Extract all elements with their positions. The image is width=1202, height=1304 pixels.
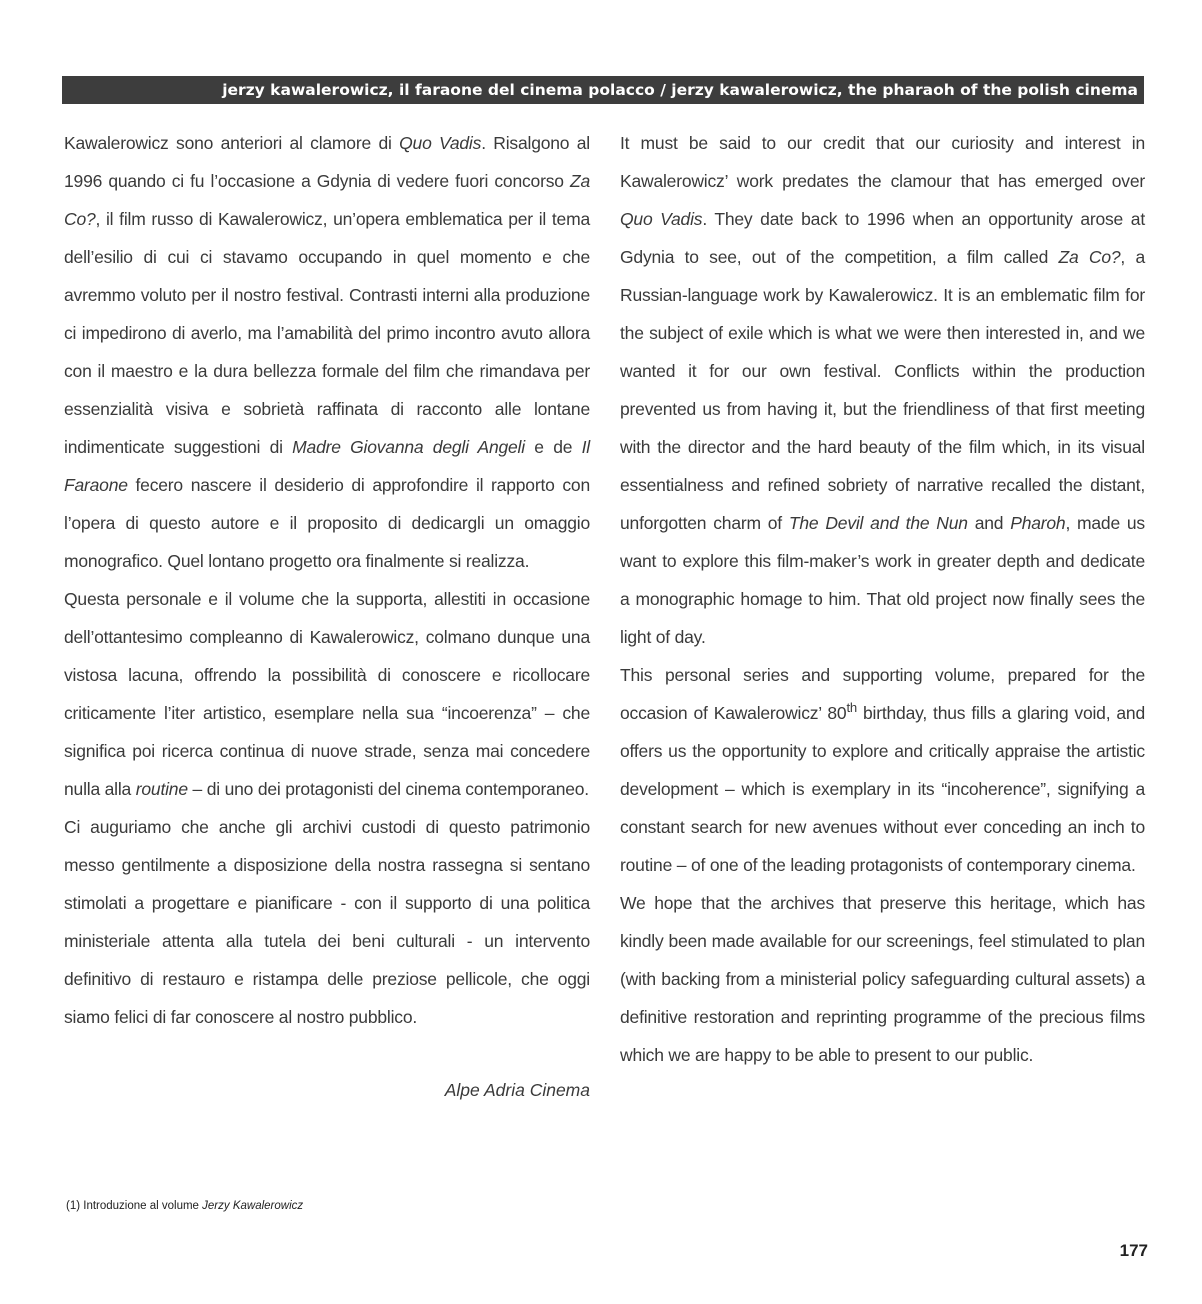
text-span: , a Russian-language work by Kawalerowicz. It is an emblematic film for the subject of exile which is what we were then interested in, and we wanted it for our own festival. Conflicts within the production prevented us from having it, but the friendliness of that first meeting with the director and the hard beauty of the film which, in its visual essentialness and refined sobriety of narrative recalled the distant, unforgotten charm of xyxy=(620,247,1145,533)
running-title: jerzy kawalerowicz, il faraone del cinema polacco / jerzy kawalerowicz, the pharaoh of the polish cinema xyxy=(222,81,1138,99)
text-span: . They date back to 1996 when an opportunity arose at Gdynia to see, out of the competition, a film called xyxy=(620,209,1145,267)
text-span: birthday, thus fills a glaring void, and offers us the opportunity to explore and critically appraise the artistic development – which is exemplary in its “incoherence”, signifying a constant search for new avenues without ever conceding an inch to routine – of one of the leading protagonists of contemporary cinema. xyxy=(620,703,1145,875)
text-span: Questa personale e il volume che la supporta, allestiti in occasione dell’ottantesimo compleanno di Kawalerowicz, colmano dunque una vistosa lacuna, offrendo la possibilità di conoscere e ricollocare criticamente l’iter artistico, esemplare nella sua “incoerenza” – che significa poi ricerca continua di nuove strade, senza mai concedere nulla alla xyxy=(64,589,590,799)
italian-paragraph-2 xyxy=(64,580,590,808)
italian-paragraph-1 xyxy=(64,124,590,580)
film-title: Pharoh xyxy=(1010,513,1066,533)
film-title: Za Co? xyxy=(1058,247,1121,267)
english-paragraph-2 xyxy=(620,656,1145,884)
text-span: fecero nascere il desiderio di approfondire il rapporto con l’opera di questo autore e il proposito di dedicargli un omaggio monografico. Quel lontano progetto ora finalmente si realizza. xyxy=(64,475,590,571)
film-title: Quo Vadis xyxy=(399,133,482,153)
film-title: Za Co? xyxy=(64,171,590,229)
text-span: Ci auguriamo che anche gli archivi custodi di questo patrimonio messo gentilmente a disposizione della nostra rassegna si sentano stimolati a progettare e pianificare - con il supporto di una politica ministeriale attenta alla tutela dei beni culturali - un intervento definitivo di restauro e ristampa delle preziose pellicole, che oggi siamo felici di far conoscere al nostro pubblico. xyxy=(64,817,590,1027)
text-span: and xyxy=(967,513,1011,533)
signature: Alpe Adria Cinema xyxy=(444,1080,590,1100)
page-number: 177 xyxy=(1119,1241,1148,1260)
film-title: The Devil and the Nun xyxy=(788,513,968,533)
text-span: It must be said to our credit that our curiosity and interest in Kawalerowicz’ work predates the clamour that has emerged over xyxy=(620,133,1145,191)
running-header xyxy=(62,76,1144,104)
film-title: Il Faraone xyxy=(64,437,590,495)
emphasis: routine xyxy=(135,779,188,799)
text-span: Kawalerowicz sono anteriori al clamore di xyxy=(64,133,400,153)
text-span: – di uno dei protagonisti del cinema contemporaneo. xyxy=(187,779,589,799)
text-span: This personal series and supporting volume, prepared for the occasion of Kawalerowicz’ 80 xyxy=(620,665,1145,723)
text-span: e de xyxy=(524,437,582,457)
film-title: Madre Giovanna degli Angeli xyxy=(292,437,525,457)
italian-paragraph-3 xyxy=(64,808,590,1036)
text-span: We hope that the archives that preserve this heritage, which has kindly been made available for our screenings, feel stimulated to plan (with backing from a ministerial policy safeguarding cultural assets) a definitive restoration and reprinting programme of the precious films which we are happy to be able to present to our public. xyxy=(620,893,1145,1065)
footnote xyxy=(66,1200,303,1212)
film-title: Quo Vadis xyxy=(620,209,703,229)
text-span: , made us want to explore this film-maker’s work in greater depth and dedicate a monographic homage to him. That old project now finally sees the light of day. xyxy=(620,513,1145,647)
footnote-title: Jerzy Kawalerowicz xyxy=(202,1200,304,1212)
footnote-text: (1) Introduzione al volume xyxy=(66,1200,203,1212)
text-span: . Risalgono al 1996 quando ci fu l’occasione a Gdynia di vedere fuori concorso xyxy=(64,133,590,191)
italian-column xyxy=(64,124,590,1036)
english-paragraph-3 xyxy=(620,884,1145,1074)
english-column xyxy=(620,124,1145,1074)
text-span: , il film russo di Kawalerowicz, un’opera emblematica per il tema dell’esilio di cui ci stavamo occupando in quel momento e che avremmo voluto per il nostro festival. Contrasti interni alla produzione ci impedirono di averlo, ma l’amabilità del primo incontro avuto allora con il maestro e la dura bellezza formale del film che rimandava per essenzialità visiva e sobrietà raffinata di racconto alle lontane indimenticate suggestioni di xyxy=(64,209,590,457)
english-paragraph-1 xyxy=(620,124,1145,656)
ordinal-superscript: th xyxy=(846,700,857,716)
